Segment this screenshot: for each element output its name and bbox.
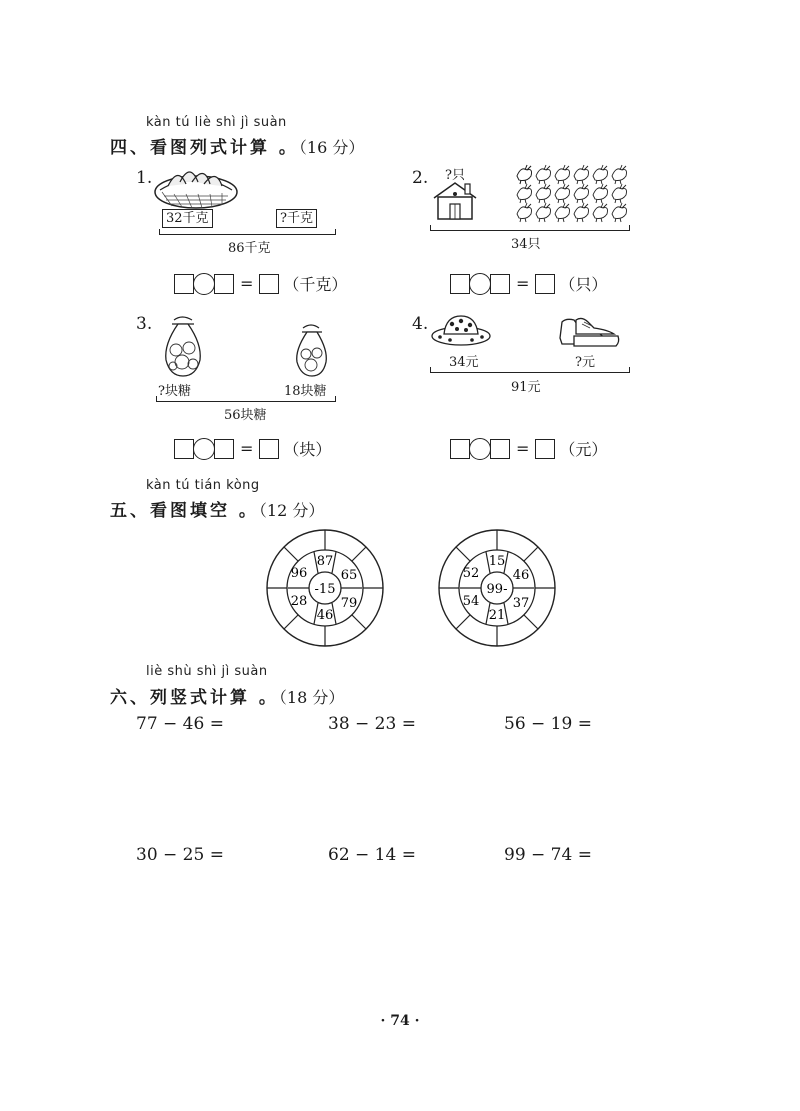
equals-sign: = xyxy=(516,439,530,458)
result-box[interactable] xyxy=(535,439,555,459)
problem4-equation xyxy=(450,437,607,460)
section6-dot: 。 xyxy=(258,688,279,708)
vertical-problem-6: 99 − 74 = xyxy=(504,845,592,865)
vertical-problem-5: 62 − 14 = xyxy=(328,845,416,865)
problem2-label-a: ?只 xyxy=(445,168,465,183)
section5-score: （12 分） xyxy=(258,501,325,520)
answer-box[interactable] xyxy=(174,439,194,459)
problem3-label-b: 18块糖 xyxy=(284,384,327,399)
wheel1-value-lower-right: 79 xyxy=(340,596,358,611)
problem1-label-a: 32千克 xyxy=(162,209,213,228)
operator-circle[interactable] xyxy=(193,273,215,295)
problem2-total: 34只 xyxy=(511,237,541,252)
wheel2-center: 99- xyxy=(486,582,508,597)
section4-dot: 。 xyxy=(278,138,299,158)
answer-box[interactable] xyxy=(450,274,470,294)
wheel1-center: -15 xyxy=(314,582,336,597)
problem1-brace xyxy=(159,229,336,235)
shoes-icon xyxy=(556,314,622,350)
wheel2-value-upper-right: 46 xyxy=(512,568,530,583)
answer-box[interactable] xyxy=(174,274,194,294)
page-number: · 74 · xyxy=(380,1013,420,1029)
operator-circle[interactable] xyxy=(193,438,215,460)
problem4-number: 4. xyxy=(412,314,429,334)
section4-heading xyxy=(110,133,364,158)
answer-box[interactable] xyxy=(450,439,470,459)
wheel1-value-upper-left: 96 xyxy=(290,566,308,581)
house-icon xyxy=(430,180,480,222)
answer-box[interactable] xyxy=(490,439,510,459)
section5-heading xyxy=(110,496,324,521)
problem3-total: 56块糖 xyxy=(224,408,267,423)
chickens-group-icon xyxy=(515,164,629,224)
problem4-label-b: ?元 xyxy=(575,355,595,370)
result-box[interactable] xyxy=(535,274,555,294)
problem4-total: 91元 xyxy=(511,380,541,395)
problem4-label-a: 34元 xyxy=(449,355,479,370)
answer-box[interactable] xyxy=(490,274,510,294)
wheel2-value-lower-left: 54 xyxy=(462,594,480,609)
number-wheel-2 xyxy=(436,527,558,649)
equals-sign: = xyxy=(516,274,530,293)
section5-title: 五、看图填空 xyxy=(110,501,230,521)
problem1-total: 86千克 xyxy=(228,241,271,256)
equals-sign: = xyxy=(240,274,254,293)
problem3-equation xyxy=(174,437,331,460)
candy-bag-small-icon xyxy=(293,320,331,378)
banana-basket-icon xyxy=(152,162,240,210)
problem1-label-b: ?千克 xyxy=(276,209,317,228)
section4-score: （16 分） xyxy=(298,138,365,157)
section6-title: 六、列竖式计算 xyxy=(110,688,250,708)
problem2-brace xyxy=(430,225,630,231)
wheel2-value-lower-right: 37 xyxy=(512,596,530,611)
number-wheel-1 xyxy=(264,527,386,649)
result-box[interactable] xyxy=(259,439,279,459)
candy-bag-large-icon xyxy=(160,312,206,378)
wheel2-value-bottom: 21 xyxy=(488,608,506,623)
vertical-problem-3: 56 − 19 = xyxy=(504,714,592,734)
equals-sign: = xyxy=(240,439,254,458)
wheel2-value-upper-left: 52 xyxy=(462,566,480,581)
problem4-brace xyxy=(430,367,630,373)
section5-dot: 。 xyxy=(238,501,259,521)
problem3-brace xyxy=(156,396,336,402)
problem3-number: 3. xyxy=(136,314,153,334)
operator-circle[interactable] xyxy=(469,273,491,295)
problem1-number: 1. xyxy=(136,168,153,188)
section5-pinyin: kàn tú tián kòng xyxy=(146,478,260,493)
result-box[interactable] xyxy=(259,274,279,294)
wheel1-value-top: 87 xyxy=(316,554,334,569)
answer-box[interactable] xyxy=(214,274,234,294)
problem1-equation xyxy=(174,272,347,295)
vertical-problem-2: 38 − 23 = xyxy=(328,714,416,734)
wheel2-value-top: 15 xyxy=(488,554,506,569)
operator-circle[interactable] xyxy=(469,438,491,460)
wheel1-value-upper-right: 65 xyxy=(340,568,358,583)
hat-icon xyxy=(430,312,492,348)
section6-pinyin: liè shù shì jì suàn xyxy=(146,664,268,679)
answer-box[interactable] xyxy=(214,439,234,459)
wheel1-value-bottom: 46 xyxy=(316,608,334,623)
problem3-unit: （块） xyxy=(283,440,332,459)
section6-score: （18 分） xyxy=(278,688,345,707)
vertical-problem-4: 30 − 25 = xyxy=(136,845,224,865)
problem2-equation xyxy=(450,272,607,295)
problem4-unit: （元） xyxy=(559,440,608,459)
section6-heading xyxy=(110,683,344,708)
section4-pinyin: kàn tú liè shì jì suàn xyxy=(146,115,287,130)
problem2-number: 2. xyxy=(412,168,429,188)
vertical-problem-1: 77 − 46 = xyxy=(136,714,224,734)
problem3-label-a: ?块糖 xyxy=(158,384,191,399)
problem1-unit: （千克） xyxy=(283,275,348,294)
problem2-unit: （只） xyxy=(559,275,608,294)
section4-title: 四、看图列式计算 xyxy=(110,138,270,158)
wheel1-value-lower-left: 28 xyxy=(290,594,308,609)
